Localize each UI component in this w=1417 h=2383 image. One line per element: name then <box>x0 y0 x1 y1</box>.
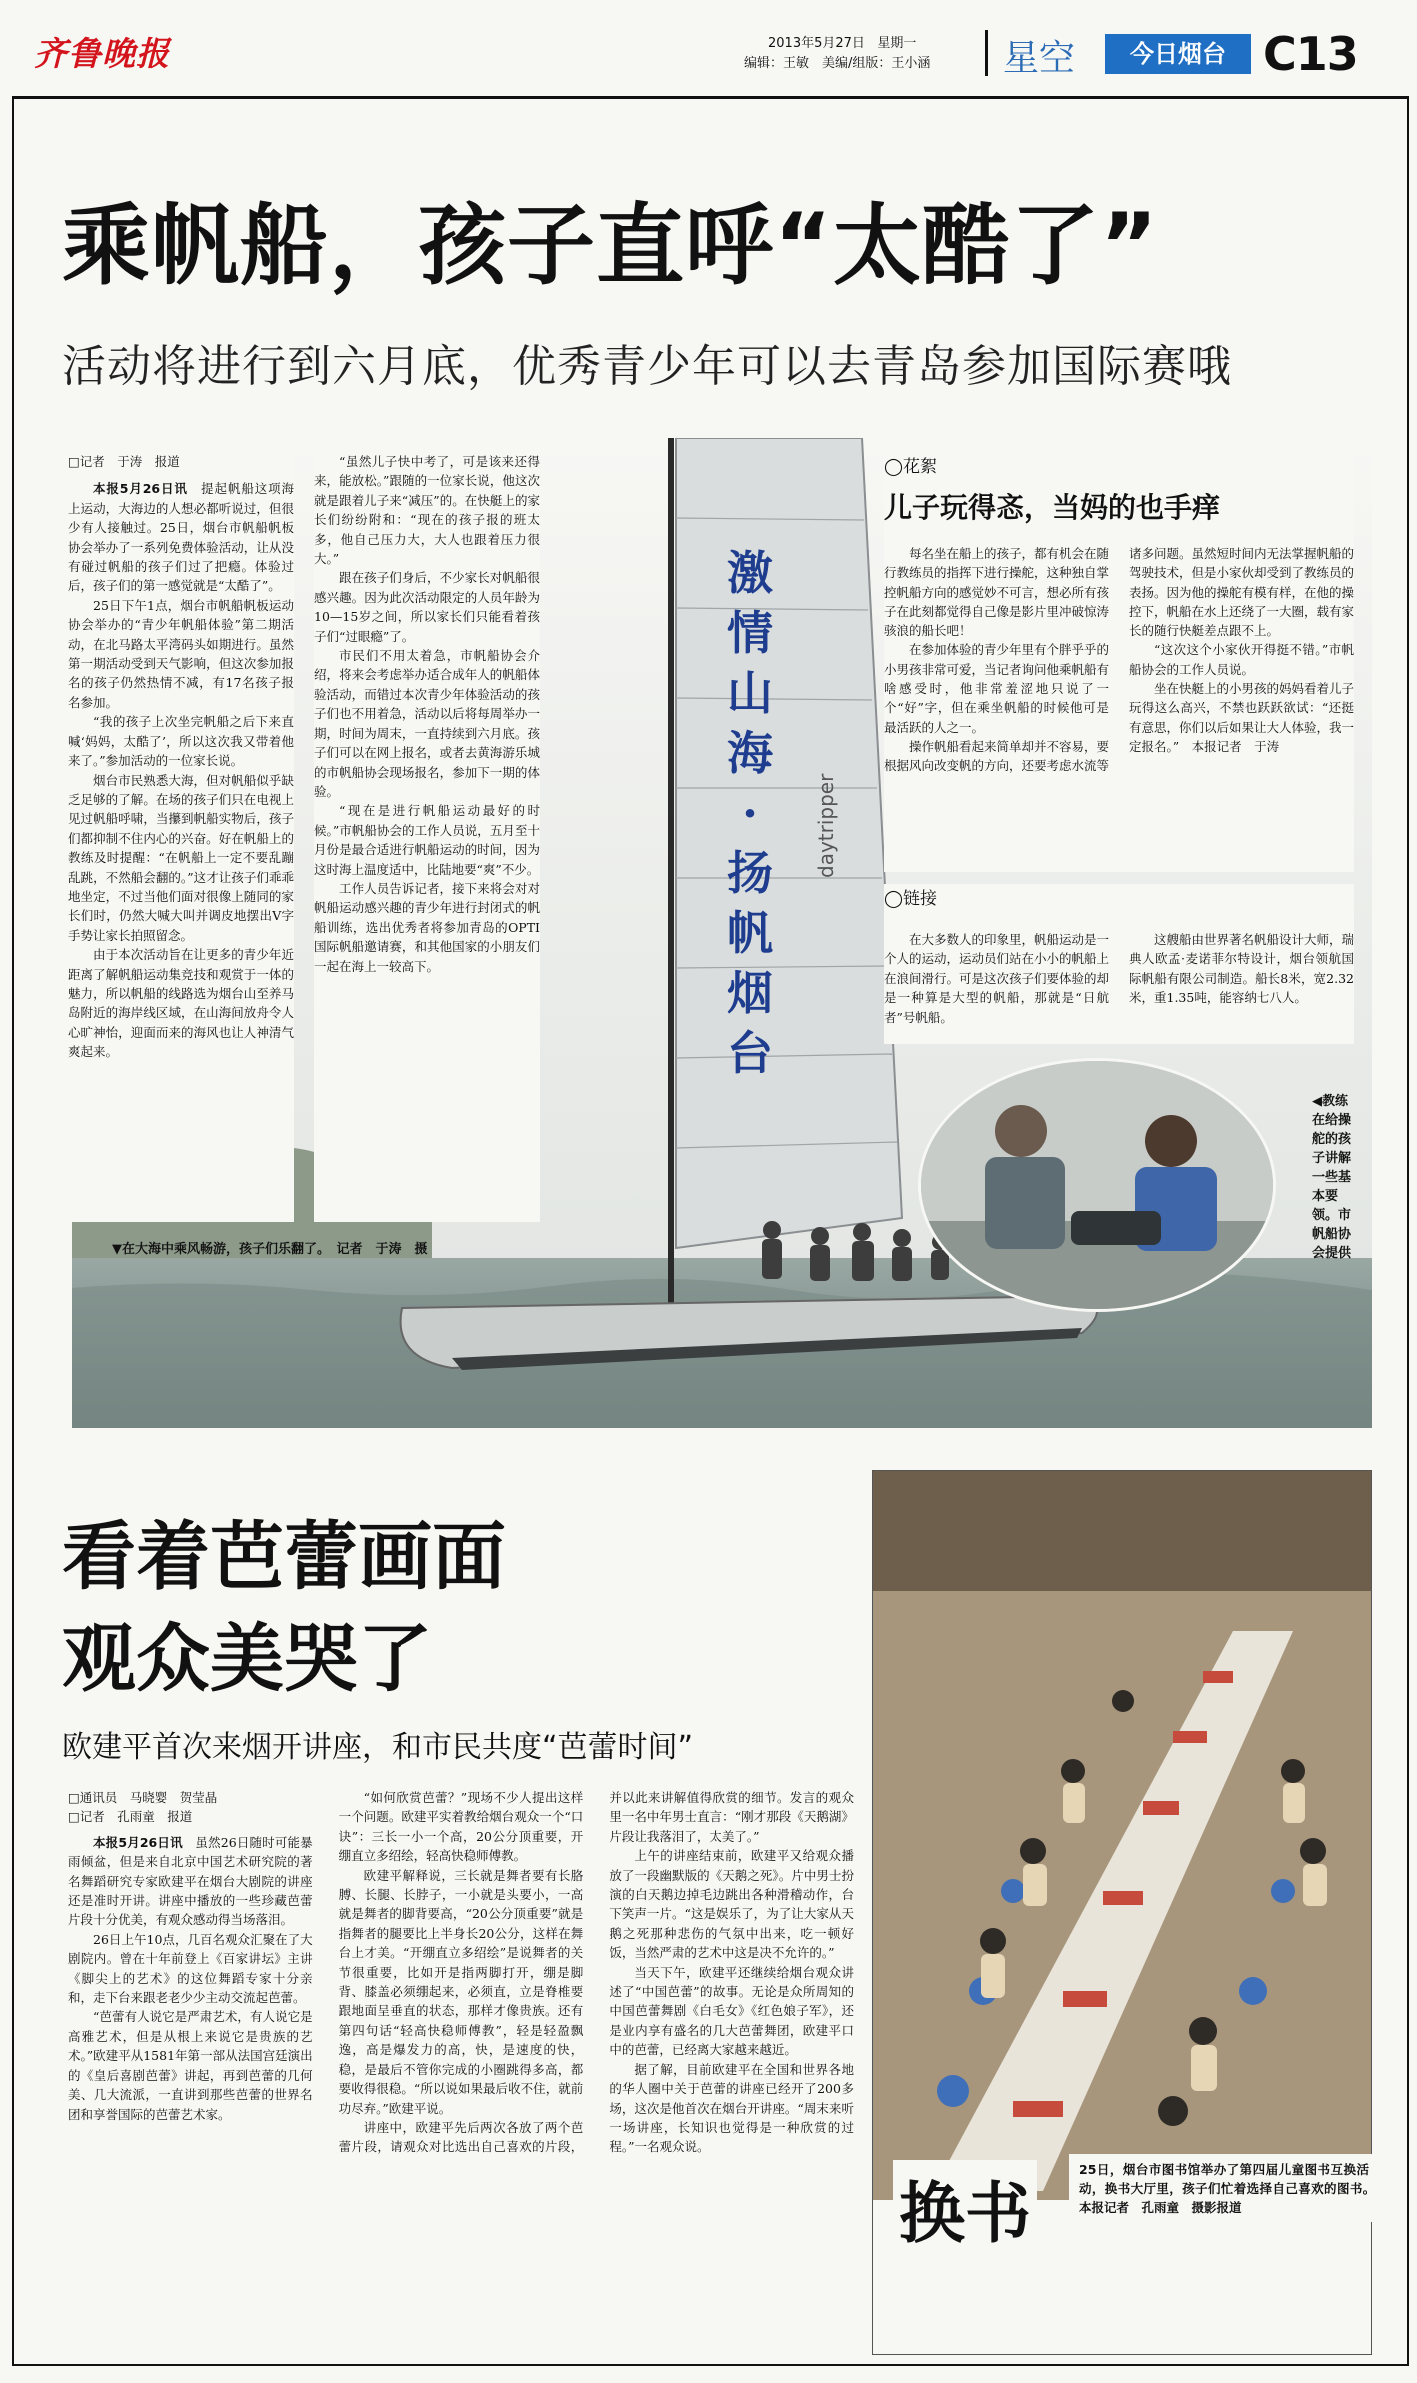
story2-lead: 本报5月26日讯 <box>93 1834 183 1850</box>
book-exchange-title: 换书 <box>893 2160 1037 2255</box>
masthead <box>0 0 1417 95</box>
sidebar-link <box>884 884 1354 1044</box>
left-border <box>12 96 14 2366</box>
sidebar-highlights-label: ◯花絮 <box>884 457 938 477</box>
story2-paragraph: 上午的讲座结束前，欧建平又给观众播放了一段幽默版的《天鹅之死》。片中男士扮演的白天鹅边掉毛边跳出各种滑稽动作，台下笑声一片。“这是娱乐了，为了让大家从天鹅之死那种悲伤的气氛中出来，吃一顿好饭，当然严肃的艺术中这是决不允许的。” <box>609 1848 854 1961</box>
story2-byline-2: □记者 孔雨童 报道 <box>68 1809 193 1825</box>
story1-paragraph: 跟在孩子们身后，不少家长对帆船很感兴趣。因为此次活动限定的人员年龄为10—15岁之间，所以家长们只能看着孩子们“过眼瘾”了。 <box>314 570 540 644</box>
story1-paragraph: 烟台市民熟悉大海，但对帆船似乎缺乏足够的了解。在场的孩子们只在电视上见过帆船呼啸，当攥到帆船实物后，孩子们都抑制不住内心的兴奋。好在帆船上的教练及时提醒：“在帆船上一定不要乱蹦乱跳，不然船会翻的。”这才让孩子们乖乖地坐定，不过当他们面对很像上随同的家长们时，仍然大喊大叫并调皮地摆出V字手势让家长拍照留念。 <box>68 772 294 943</box>
story1-byline: □记者 于涛 报道 <box>68 454 180 469</box>
story1-paragraph: “虽然儿子快中考了，可是该来还得来，能放松。”跟随的一位家长说，他这次就是跟着儿子来“减压”的。在快艇上的家长们纷纷附和：“现在的孩子报的班太多，他自己压力大，大人也跟着压力很大。” <box>314 454 540 567</box>
section-name: 星空 <box>1003 38 1076 79</box>
story2-paragraph: “芭蕾有人说它是严肃艺术，有人说它是高雅艺术，但是从根上来说它是贵族的艺术。”欧建平从1581年第一部从法国宫廷演出的《皇后喜剧芭蕾》讲起，再到芭蕾的几何美、几大流派，一直讲到那些芭蕾的世界名团和享誉国际的芭蕾艺术家。 <box>68 2009 313 2122</box>
sidebar-link-paragraph: 在大多数人的印象里，帆船运动是一个人的运动，运动员们站在小小的帆船上在浪间滑行。可是这次孩子们要体验的却是一种算是大型的帆船，那就是“日航者”号帆船。 <box>884 932 1110 1025</box>
story2-paragraph: “如何欣赏芭蕾？”现场不少人提出这样一个问题。欧建平实着教给烟台观众一个“口诀”：三长一小一个高，20公分顶重要，开绷直立多绍绘，轻高快稳师傅教。 <box>338 1790 584 1864</box>
story1-paragraph: 工作人员告诉记者，接下来将会对对帆船运动感兴趣的青少年进行封闭式的帆船训练，选出优秀者将参加青岛的OPTI国际帆船邀请赛，和其他国家的小朋友们一起在海上一较高下。 <box>314 880 540 974</box>
bottom-border <box>12 2364 1409 2366</box>
instruction-photo <box>918 1058 1276 1312</box>
masthead-divider <box>985 30 988 76</box>
story2-paragraph: 26日上午10点，几百名观众汇聚在了大剧院内。曾在十年前登上《百家讲坛》主讲《脚尖上的艺术》的这位舞蹈专家十分亲和，走下台来跟老老少少主动交流起芭蕾。 <box>68 1931 313 2006</box>
story1-column-1 <box>68 452 294 1222</box>
story2-para-text: 虽然26日随时可能暴雨倾盆，但是来自北京中国艺术研究院的著名舞蹈研究专家欧建平在烟台大剧院的讲座还是准时开讲。讲座中播放的一些珍藏芭蕾片段十分优美，有观众感动得当场落泪。 <box>68 1834 313 1928</box>
book-exchange-illustration <box>873 1471 1371 2203</box>
sidebar-highlights-title: 儿子玩得忞，当妈的也手痒 <box>884 491 1221 524</box>
story2-paragraph: 讲座中，欧建平先后两次各放了两个芭蕾片段，请观众对比选出自己喜欢的片段，并以此来讲解值得欣赏的细节。发言的观众里一名中年男士直言：“刚才那段《天鹅湖》片段让我落泪了，太美了。” <box>338 1790 854 2155</box>
sidebar-paragraph: 每名坐在船上的孩子，都有机会在随行教练员的指挥下进行操舵，这种独自掌控帆船方向的感觉妙不可言，想必所有孩子在此刻都觉得自己像是影片里冲破惊涛骇浪的船长吧！ <box>884 546 1110 639</box>
editor-credits: 编辑：王敏 美编/组版：王小涵 <box>744 56 931 71</box>
story2-paragraph: 据了解，目前欧建平在全国和世界各地的华人圈中关于芭蕾的讲座已经开了200多场，这次是他首次在烟台开讲座。“周末来听一场讲座，长知识也觉得是一种欣赏的过程。”一名观众说。 <box>609 2061 854 2155</box>
sidebar-paragraph: 在参加体验的青少年里有个胖乎乎的小男孩非常可爱，当记者询问他乘帆船有啥感受时，他非常羞涩地只说了一个“好”字，但在乘坐帆船的时候他可是最活跃的人之一。 <box>884 642 1110 735</box>
sidebar-link-text <box>884 930 1354 1040</box>
story2-columns <box>68 1788 854 2348</box>
story1-column-2 <box>314 452 540 1222</box>
top-border <box>12 96 1409 99</box>
book-exchange-caption-box <box>872 2162 1382 2355</box>
story2-headline-line1: 看着芭蕾画面 <box>62 1514 506 1600</box>
story1-paragraph: “现在是进行帆船运动最好的时候。”市帆船协会的工作人员说，五月至十月份是最合适进行帆船运动的时间，因为这时海上温度适中，比陆地要“爽”不少。 <box>314 803 540 877</box>
sidebar-paragraph: “这次这个小家伙开得挺不错。”市帆船协会的工作人员说。 <box>1129 642 1354 677</box>
section-tag: 今日烟台 <box>1105 34 1251 74</box>
story1-paragraph: 25日下午1点，烟台市帆船帆板运动协会举办的“青少年帆船体验”第二期活动，在北马路太平湾码头如期进行。虽然第一期活动受到天气影响，但这次参加报名的孩子仍然热情不减，有17名孩子报名参加。 <box>68 597 294 710</box>
story2-paragraph: 欧建平解释说，三长就是舞者要有长胳膊、长腿、长脖子，一小就是头要小，一高就是舞者的脚背要高，“20公分顶重要”就是指舞者的腿要比上半身长20公分，这样在舞台上才美。“开绷直立多绍绘”是说舞者的关节很重要，比如开是指两脚打开，绷是脚背、膝盖必须绷起来，必须直，立是脊椎要跟地面呈垂直的状态，那样才像贵族。还有第四句话“轻高快稳师傅教”，轻是轻盈飘逸，高是爆发力的高，快，是速度的快，稳，是最后不管你完成的小圈跳得多高，都要收得很稳。“所以说如果最后收不住，就前功尽弃。”欧建平说。 <box>338 1867 584 2116</box>
issue-date <box>768 32 916 51</box>
story1-paragraph <box>68 479 294 595</box>
story1-paragraph: “我的孩子上次坐完帆船之后下来直喊‘妈妈，太酷了’，所以这次我又带着他来了。”参加活动的一位家长说。 <box>68 714 294 769</box>
date-text: 2013年5月27日 <box>768 36 865 51</box>
story2-byline-1: □通讯员 马晓婴 贺莹晶 <box>68 1790 218 1805</box>
story1-lead: 本报5月26日讯 <box>93 481 188 497</box>
book-exchange-photo <box>872 1470 1372 2204</box>
story1-paragraph: 市民们不用太着急，市帆船协会介绍，将来会考虑举办适合成年人的帆船体验活动，而错过本次青少年体验活动的孩子们也不用着急，活动以后将每周举办一期，时间为周末，一直持续到六月底。孩子们可以在网上报名，或者去黄海游乐城的市帆船协会现场报名，参加下一期的体验。 <box>314 648 540 799</box>
story1-subhead: 活动将进行到六月底，优秀青少年可以去青岛参加国际赛哦 <box>62 341 1232 392</box>
page-number: C13 <box>1263 27 1358 81</box>
story1-para-text: 提起帆船这项海上运动，大海边的人想必都听说过，但很少有人接触过。25日，烟台市帆船帆板协会举办了一系列免费体验活动，让从没有碰过帆船的孩子们过了把瘾。体验过后，孩子们的第一感觉就是“太酷了”。 <box>68 481 294 594</box>
instruction-caption: ◀教练在给操舵的孩子讲解一些基本要领。市帆船协会提供 <box>1312 1094 1352 1261</box>
sidebar-link-paragraph: 这艘船由世界著名帆船设计大师，瑞典人欧孟·麦诺菲尔特设计，烟台领航国际帆船有限公司制造。船长8米，宽2.32米，重1.35吨，能容纳七八人。 <box>1129 932 1354 1006</box>
story2-subhead: 欧建平首次来烟开讲座，和市民共度“芭蕾时间” <box>62 1730 694 1765</box>
story2-paragraph: 当天下午，欧建平还继续给烟台观众讲述了“中国芭蕾”的故事。无论是众所周知的中国芭蕾舞剧《白毛女》《红色娘子军》，还是业内享有盛名的几大芭蕾舞团，欧建平口中的芭蕾，已经离大家越来越近。 <box>609 1964 854 2058</box>
sidebar-paragraph: 操作帆船看起来简单却并不容易，要根据风向改变帆的方向，还要考虑水流等诸多问题。虽然短时间内无法掌握帆船的驾驶技术，但是小家伙却受到了教练员的表扬。因为他的操舵有模有样，在他的操控下，帆船在水上还绕了一大圈，载有家长的随行快艇差点跟不上。 <box>884 546 1354 774</box>
story1-photo-caption: ▼在大海中乘风畅游，孩子们乐翻了。 记者 于涛 摄 <box>112 1242 428 1257</box>
sidebar-highlights-text <box>884 544 1354 874</box>
newspaper-logo: 齐鲁晚报 <box>34 34 170 73</box>
sidebar-paragraph: 坐在快艇上的小男孩的妈妈看着儿子玩得这么高兴，不禁也跃跃欲试：“还挺有意思，你们以后如果让大人体验，我一定报名。” 本报记者 于涛 <box>1129 681 1354 754</box>
sidebar-link-label: ◯链接 <box>884 889 938 909</box>
story1-paragraph: 由于本次活动旨在让更多的青少年近距离了解帆船运动集竞技和观赏于一体的魅力，所以帆船的线路选为烟台山至养马岛附近的海岸线区域，在山海间放舟令人心旷神怡，迎面而来的海风也让人神清气爽起来。 <box>68 947 294 1060</box>
story2-paragraph <box>68 1833 313 1930</box>
instruction-illustration <box>921 1061 1273 1309</box>
sidebar-highlights <box>884 452 1354 872</box>
story1-headline: 乘帆船，孩子直呼“太酷了” <box>62 194 1159 297</box>
weekday-text: 星期一 <box>877 36 917 51</box>
right-border <box>1407 96 1409 2366</box>
book-exchange-caption: 25日，烟台市图书馆举办了第四届儿童图书互换活动，换书大厅里，孩子们忙着选择自己喜欢的图书。 本报记者 孔雨童 摄影报道 <box>1069 2154 1373 2222</box>
story2-headline-line2: 观众美哭了 <box>62 1616 432 1702</box>
sail-slogan: 激情山海·扬帆烟台 <box>727 546 773 1080</box>
sail-brand: daytripper <box>814 773 838 878</box>
